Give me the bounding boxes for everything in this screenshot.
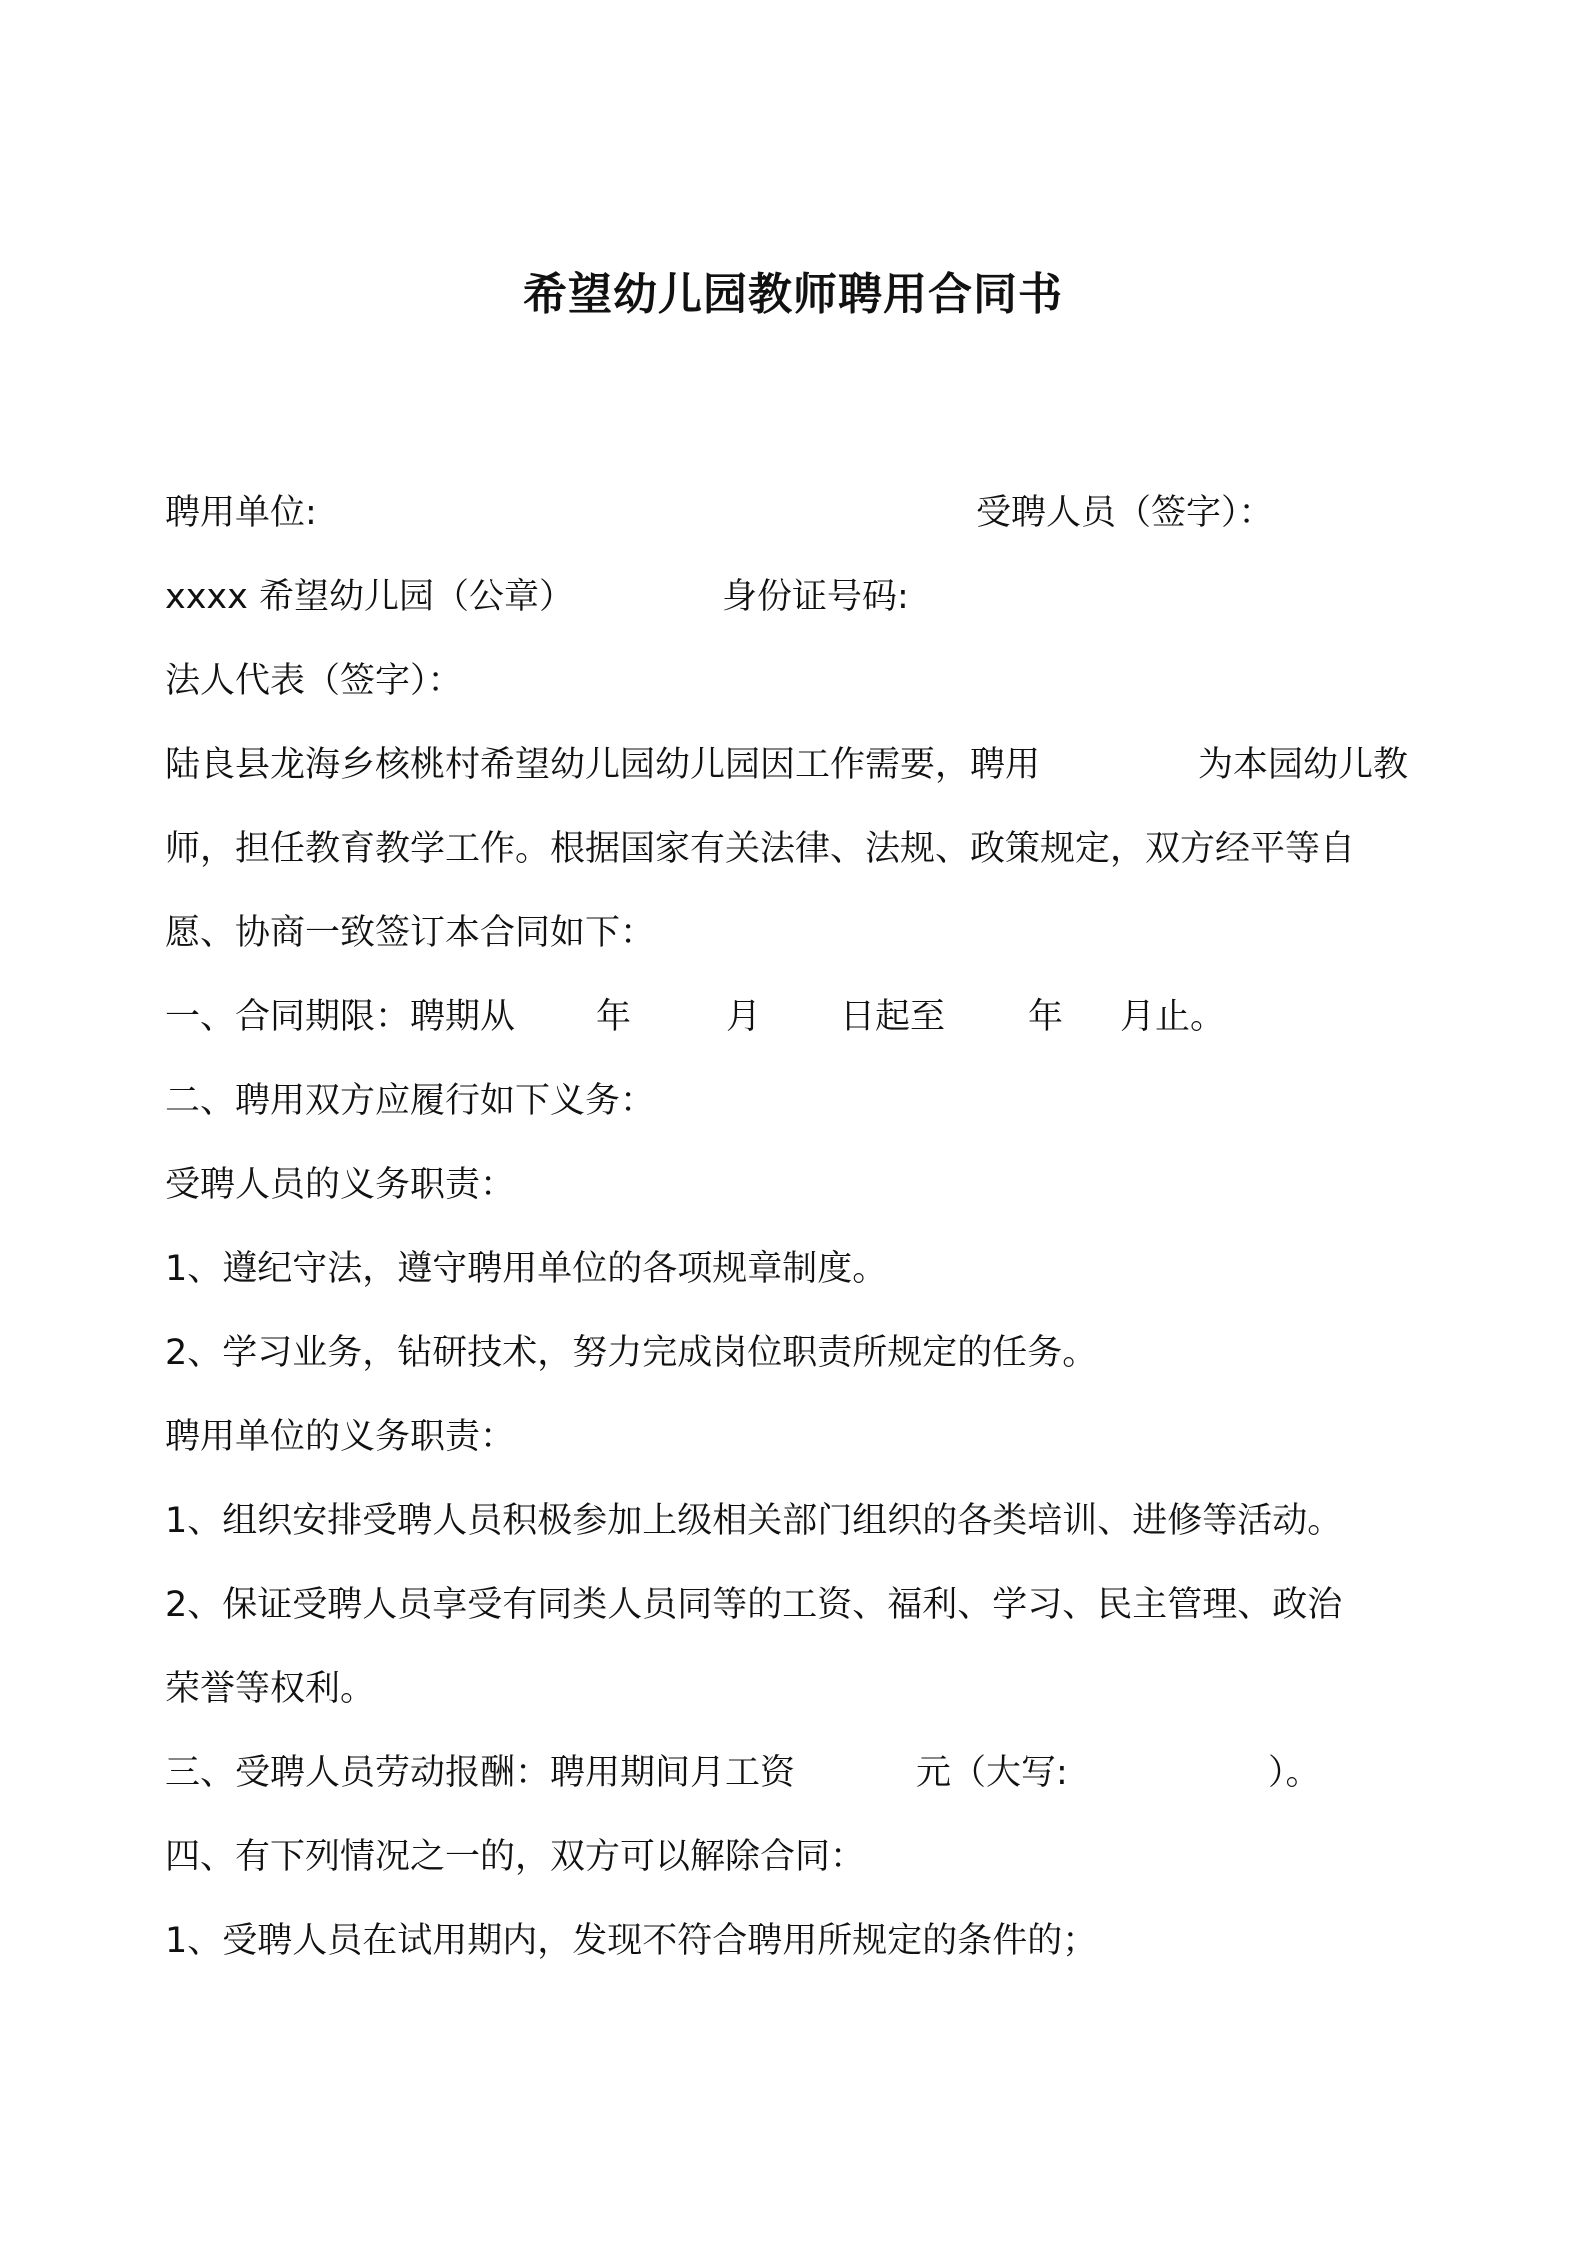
id-number-label: 身份证号码:	[722, 577, 909, 617]
employer-duty-item-2-line-1: 2、保证受聘人员享受有同类人员同等的工资、福利、学习、民主管理、政治	[165, 1585, 1343, 1625]
intro-line-1b: 为本园幼儿教	[1198, 745, 1409, 785]
term-year-2: 年	[1028, 997, 1064, 1037]
pay-prefix: 三、受聘人员劳动报酬：聘用期间月工资	[165, 1753, 796, 1793]
pay-yuan-capital: 元（大写:	[916, 1753, 1068, 1793]
employer-label: 聘用单位:	[165, 493, 317, 533]
pay-close: ）。	[1268, 1753, 1321, 1793]
employer-duty-item-1: 1、组织安排受聘人员积极参加上级相关部门组织的各类培训、进修等活动。	[165, 1501, 1343, 1541]
term-year-1: 年	[596, 997, 632, 1037]
intro-line-2: 师，担任教育教学工作。根据国家有关法律、法规、政策规定，双方经平等自	[165, 829, 1356, 869]
employee-duty-item: 2、学习业务，钻研技术，努力完成岗位职责所规定的任务。	[165, 1333, 1098, 1373]
termination-item-1: 1、受聘人员在试用期内，发现不符合聘用所规定的条件的；	[165, 1921, 1098, 1961]
term-month-1: 月	[726, 997, 762, 1037]
document-title: 希望幼儿园教师聘用合同书	[523, 269, 1063, 320]
employee-duty-item: 1、遵纪守法，遵守聘用单位的各项规章制度。	[165, 1249, 888, 1289]
term-month-end: 月止。	[1120, 997, 1226, 1037]
employer-duty-item-2-line-2: 荣誉等权利。	[165, 1669, 376, 1709]
employer-name: xxxx 希望幼儿园（公章）	[165, 577, 574, 617]
term-prefix: 一、合同期限：聘期从	[165, 997, 516, 1037]
employee-signature-label: 受聘人员（签字）：	[976, 493, 1274, 533]
employer-duties-heading: 聘用单位的义务职责：	[165, 1417, 516, 1457]
intro-line-3: 愿、协商一致签订本合同如下：	[165, 913, 656, 953]
duties-title: 二、聘用双方应履行如下义务：	[165, 1081, 656, 1121]
termination-title: 四、有下列情况之一的，双方可以解除合同：	[165, 1837, 866, 1877]
intro-line-1a: 陆良县龙海乡核桃村希望幼儿园幼儿园因工作需要，聘用	[165, 745, 1041, 785]
legal-representative-label: 法人代表（签字）：	[165, 661, 463, 701]
employee-duties-heading: 受聘人员的义务职责：	[165, 1165, 516, 1205]
term-day-to: 日起至	[840, 997, 946, 1037]
